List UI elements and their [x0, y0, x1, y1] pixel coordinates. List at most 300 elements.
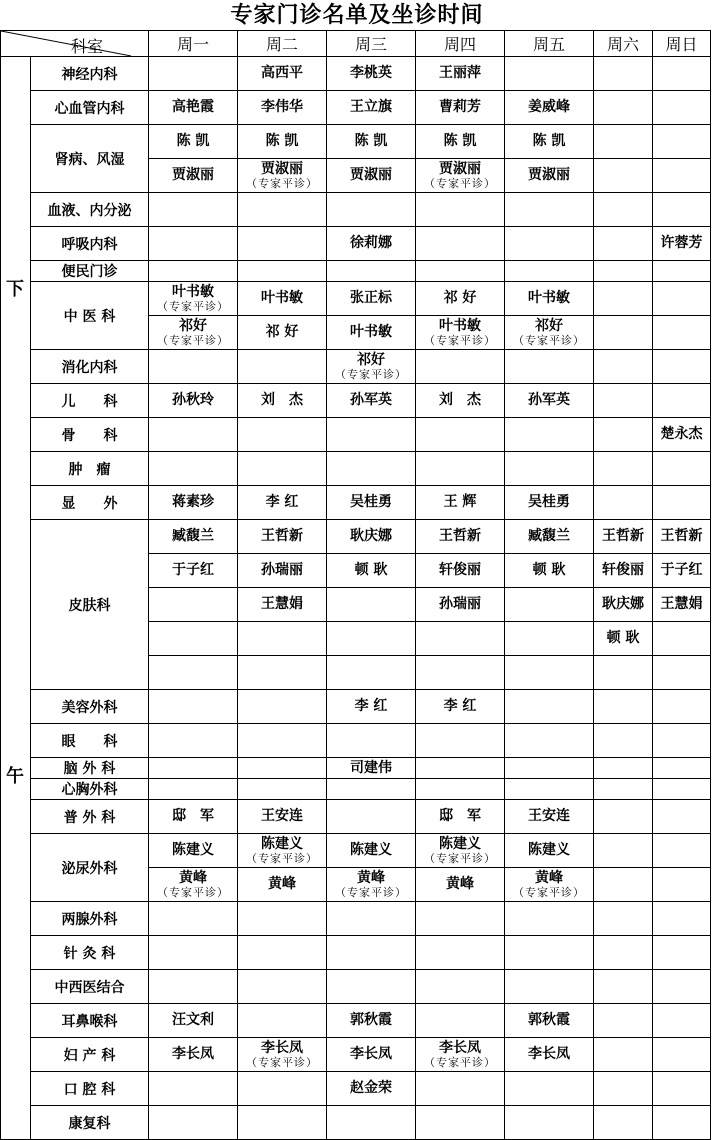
doctor-name: 顿 耿	[354, 562, 388, 578]
doctor-cell	[327, 588, 416, 622]
schedule-row	[1, 936, 711, 970]
doctor-cell	[416, 758, 505, 779]
doctor-cell	[653, 193, 711, 227]
doctor-cell	[416, 588, 505, 622]
doctor-cell	[416, 554, 505, 588]
period-char-2: 午	[6, 766, 24, 787]
doctor-cell	[594, 486, 653, 520]
doctor-cell	[653, 227, 711, 261]
schedule-row	[1, 1004, 711, 1038]
doctor-cell	[505, 800, 594, 834]
doctor-name: 陈建义	[439, 835, 481, 852]
doctor-name: 李 红	[443, 698, 477, 714]
doctor-name: 叶书敏	[528, 290, 570, 306]
doctor-name: 蒋素珍	[172, 494, 214, 510]
doctor-name: 李伟华	[261, 99, 303, 115]
dept-name: 消化内科	[31, 350, 149, 384]
doctor-cell	[149, 125, 238, 159]
doctor-cell	[149, 868, 238, 902]
doctor-cell	[416, 1038, 505, 1072]
doctor-cell	[505, 486, 594, 520]
doctor-cell	[238, 350, 327, 384]
day-header-sat: 周六	[594, 31, 653, 57]
dept-name: 中 医 科	[31, 282, 149, 350]
doctor-cell	[594, 588, 653, 622]
doctor-cell	[594, 1038, 653, 1072]
doctor-cell	[238, 486, 327, 520]
doctor-cell	[416, 91, 505, 125]
doctor-cell	[505, 554, 594, 588]
doctor-name: 孙秋玲	[172, 392, 214, 408]
doctor-cell	[238, 588, 327, 622]
doctor-cell	[505, 902, 594, 936]
doctor-name: 黄峰	[446, 876, 474, 892]
doctor-cell	[653, 520, 711, 554]
dept-name: 呼吸内科	[31, 227, 149, 261]
day-header-thu: 周四	[416, 31, 505, 57]
doctor-cell	[238, 520, 327, 554]
doctor-cell	[238, 834, 327, 868]
expert-note: （专家平诊）	[424, 851, 496, 865]
doctor-cell	[416, 936, 505, 970]
doctor-name: 吴桂勇	[350, 494, 392, 510]
doctor-cell	[505, 1072, 594, 1106]
doctor-name: 孙瑞丽	[261, 562, 303, 578]
doctor-cell	[505, 1038, 594, 1072]
doctor-cell	[653, 282, 711, 316]
schedule-row	[1, 384, 711, 418]
doctor-cell	[149, 316, 238, 350]
schedule-row	[1, 970, 711, 1004]
doctor-cell	[653, 384, 711, 418]
doctor-cell	[653, 1106, 711, 1140]
doctor-cell	[416, 159, 505, 193]
doctor-name: 邸 军	[172, 808, 214, 824]
expert-note: （专家平诊）	[157, 299, 229, 313]
doctor-cell	[416, 656, 505, 690]
doctor-cell	[238, 622, 327, 656]
schedule-row	[1, 125, 711, 159]
doctor-cell	[149, 384, 238, 418]
dept-name: 肾病、风湿	[31, 125, 149, 193]
schedule-row	[1, 834, 711, 868]
dept-name: 心血管内科	[31, 91, 149, 125]
doctor-cell	[653, 758, 711, 779]
doctor-name: 顿 耿	[532, 562, 566, 578]
doctor-cell	[238, 227, 327, 261]
doctor-name: 李长凤	[172, 1046, 214, 1062]
schedule-row	[1, 758, 711, 779]
schedule-row	[1, 1106, 711, 1140]
doctor-cell	[149, 486, 238, 520]
doctor-cell	[238, 159, 327, 193]
doctor-cell	[327, 800, 416, 834]
doctor-name: 耿庆娜	[602, 596, 644, 612]
doctor-cell	[149, 656, 238, 690]
doctor-cell	[653, 452, 711, 486]
doctor-cell	[327, 316, 416, 350]
doctor-cell	[238, 452, 327, 486]
expert-note: （专家平诊）	[424, 176, 496, 190]
dept-name: 骨 科	[31, 418, 149, 452]
doctor-cell	[238, 1072, 327, 1106]
doctor-name: 叶书敏	[172, 283, 214, 300]
doctor-cell	[327, 57, 416, 91]
doctor-cell	[416, 690, 505, 724]
expert-note: （专家平诊）	[424, 333, 496, 347]
schedule-row	[1, 57, 711, 91]
dept-name: 康复科	[31, 1106, 149, 1140]
doctor-cell	[594, 970, 653, 1004]
doctor-name: 楚永杰	[660, 426, 703, 442]
schedule-row	[1, 452, 711, 486]
doctor-name: 王哲新	[660, 528, 703, 544]
doctor-name: 王 辉	[443, 494, 477, 510]
doctor-cell	[594, 125, 653, 159]
doctor-cell	[653, 868, 711, 902]
doctor-name: 张正标	[350, 290, 392, 306]
dept-name: 儿 科	[31, 384, 149, 418]
doctor-cell	[149, 902, 238, 936]
doctor-cell	[149, 1072, 238, 1106]
doctor-name: 陈 凯	[354, 133, 388, 149]
doctor-cell	[505, 159, 594, 193]
doctor-name: 王立旗	[350, 99, 392, 115]
doctor-cell	[238, 1038, 327, 1072]
doctor-cell	[238, 316, 327, 350]
doctor-name: 臧馥兰	[172, 528, 214, 544]
dept-name: 神经内科	[31, 57, 149, 91]
dept-name: 心胸外科	[31, 779, 149, 800]
doctor-cell	[594, 193, 653, 227]
doctor-cell	[149, 261, 238, 282]
doctor-cell	[327, 520, 416, 554]
doctor-cell	[594, 57, 653, 91]
doctor-cell	[238, 282, 327, 316]
doctor-name: 王安连	[528, 808, 570, 824]
schedule-row	[1, 520, 711, 554]
doctor-cell	[653, 779, 711, 800]
doctor-cell	[238, 868, 327, 902]
doctor-name: 贾淑丽	[172, 167, 214, 183]
day-header-mon: 周一	[149, 31, 238, 57]
doctor-cell	[505, 868, 594, 902]
doctor-cell	[594, 350, 653, 384]
schedule-row	[1, 418, 711, 452]
doctor-name: 王哲新	[602, 528, 644, 544]
dept-name: 血液、内分泌	[31, 193, 149, 227]
dept-name: 普 外 科	[31, 800, 149, 834]
doctor-cell	[149, 57, 238, 91]
doctor-cell	[149, 227, 238, 261]
doctor-cell	[238, 91, 327, 125]
doctor-cell	[238, 656, 327, 690]
doctor-cell	[653, 656, 711, 690]
dept-name: 泌尿外科	[31, 834, 149, 902]
doctor-cell	[505, 588, 594, 622]
doctor-cell	[653, 724, 711, 758]
doctor-cell	[505, 1004, 594, 1038]
doctor-cell	[416, 452, 505, 486]
doctor-cell	[149, 1038, 238, 1072]
doctor-cell	[238, 261, 327, 282]
doctor-cell	[416, 316, 505, 350]
doctor-cell	[149, 159, 238, 193]
doctor-cell	[653, 91, 711, 125]
schedule-table	[0, 30, 711, 1140]
doctor-name: 李 红	[265, 494, 299, 510]
schedule-row	[1, 779, 711, 800]
doctor-name: 王慧娟	[660, 596, 703, 612]
doctor-cell	[653, 1038, 711, 1072]
doctor-name: 黄峰	[268, 876, 296, 892]
doctor-cell	[505, 690, 594, 724]
doctor-cell	[594, 902, 653, 936]
doctor-cell	[238, 758, 327, 779]
expert-note: （专家平诊）	[424, 1055, 496, 1069]
doctor-name: 陈建义	[528, 842, 570, 858]
doctor-cell	[238, 125, 327, 159]
doctor-name: 陈建义	[350, 842, 392, 858]
doctor-cell	[505, 936, 594, 970]
doctor-cell	[327, 1004, 416, 1038]
doctor-cell	[653, 1072, 711, 1106]
doctor-cell	[238, 690, 327, 724]
doctor-name: 叶书敏	[261, 290, 303, 306]
schedule-row	[1, 282, 711, 316]
expert-note: （专家平诊）	[246, 1055, 318, 1069]
doctor-name: 李长凤	[439, 1039, 481, 1056]
doctor-cell	[653, 57, 711, 91]
doctor-cell	[327, 418, 416, 452]
dept-name: 针 灸 科	[31, 936, 149, 970]
doctor-cell	[149, 350, 238, 384]
doctor-cell	[594, 91, 653, 125]
doctor-cell	[149, 193, 238, 227]
day-header-wed: 周三	[327, 31, 416, 57]
schedule-row	[1, 91, 711, 125]
doctor-cell	[416, 622, 505, 656]
doctor-cell	[505, 261, 594, 282]
doctor-cell	[594, 868, 653, 902]
doctor-name: 郭秋霞	[350, 1012, 392, 1028]
dept-name: 肿 瘤	[31, 452, 149, 486]
doctor-cell	[416, 868, 505, 902]
doctor-name: 孙瑞丽	[439, 596, 481, 612]
doctor-name: 孙军英	[528, 392, 570, 408]
doctor-cell	[505, 622, 594, 656]
corner-cell	[1, 31, 149, 57]
doctor-cell	[416, 384, 505, 418]
doctor-name: 吴桂勇	[528, 494, 570, 510]
doctor-name: 郭秋霞	[528, 1012, 570, 1028]
doctor-cell	[238, 193, 327, 227]
doctor-name: 王哲新	[261, 528, 303, 544]
dept-name: 便民门诊	[31, 261, 149, 282]
doctor-cell	[416, 1072, 505, 1106]
doctor-cell	[327, 452, 416, 486]
doctor-name: 顿 耿	[606, 630, 640, 646]
doctor-cell	[149, 588, 238, 622]
doctor-cell	[653, 350, 711, 384]
doctor-cell	[653, 486, 711, 520]
doctor-cell	[327, 384, 416, 418]
doctor-cell	[594, 227, 653, 261]
doctor-name: 李长凤	[350, 1046, 392, 1062]
doctor-cell	[238, 1106, 327, 1140]
doctor-cell	[416, 520, 505, 554]
doctor-cell	[238, 724, 327, 758]
dept-name: 耳鼻喉科	[31, 1004, 149, 1038]
day-header-fri: 周五	[505, 31, 594, 57]
dept-name: 显 外	[31, 486, 149, 520]
doctor-cell	[149, 1106, 238, 1140]
doctor-cell	[505, 418, 594, 452]
doctor-cell	[416, 486, 505, 520]
doctor-cell	[594, 834, 653, 868]
doctor-cell	[653, 588, 711, 622]
doctor-cell	[416, 125, 505, 159]
doctor-name: 贾淑丽	[439, 160, 481, 177]
doctor-cell	[149, 970, 238, 1004]
doctor-cell	[149, 520, 238, 554]
doctor-name: 徐莉娜	[350, 235, 392, 251]
doctor-cell	[149, 834, 238, 868]
doctor-cell	[594, 779, 653, 800]
dept-header: 科室	[71, 37, 104, 56]
doctor-cell	[653, 902, 711, 936]
doctor-name: 高艳霞	[172, 99, 214, 115]
doctor-cell	[505, 452, 594, 486]
doctor-name: 叶书敏	[350, 324, 392, 340]
doctor-name: 祁好	[535, 317, 563, 334]
doctor-cell	[416, 779, 505, 800]
doctor-name: 王安连	[261, 808, 303, 824]
doctor-name: 陈 凯	[443, 133, 477, 149]
doctor-name: 贾淑丽	[261, 160, 303, 177]
doctor-name: 刘 杰	[261, 392, 303, 408]
schedule-body	[1, 31, 711, 1140]
doctor-cell	[505, 384, 594, 418]
doctor-cell	[653, 316, 711, 350]
doctor-cell	[149, 758, 238, 779]
doctor-cell	[416, 1106, 505, 1140]
schedule-row	[1, 1038, 711, 1072]
doctor-cell	[505, 125, 594, 159]
doctor-cell	[505, 227, 594, 261]
doctor-cell	[505, 282, 594, 316]
expert-note: （专家平诊）	[335, 885, 407, 899]
doctor-cell	[327, 159, 416, 193]
doctor-name: 轩俊丽	[602, 562, 644, 578]
doctor-cell	[505, 350, 594, 384]
doctor-name: 刘 杰	[439, 392, 481, 408]
doctor-name: 孙军英	[350, 392, 392, 408]
doctor-cell	[594, 418, 653, 452]
doctor-cell	[505, 520, 594, 554]
doctor-name: 黄峰	[179, 869, 207, 886]
doctor-cell	[653, 690, 711, 724]
doctor-cell	[653, 159, 711, 193]
expert-note: （专家平诊）	[246, 851, 318, 865]
doctor-name: 黄峰	[357, 869, 385, 886]
day-header-tue: 周二	[238, 31, 327, 57]
day-header-sun: 周日	[653, 31, 711, 57]
schedule-row	[1, 227, 711, 261]
doctor-name: 王哲新	[439, 528, 481, 544]
dept-name: 中西医结合	[31, 970, 149, 1004]
dept-name: 妇 产 科	[31, 1038, 149, 1072]
doctor-name: 李 红	[354, 698, 388, 714]
doctor-cell	[327, 1106, 416, 1140]
doctor-cell	[327, 282, 416, 316]
doctor-cell	[327, 902, 416, 936]
doctor-cell	[327, 1072, 416, 1106]
doctor-cell	[149, 800, 238, 834]
doctor-cell	[594, 520, 653, 554]
doctor-cell	[505, 1106, 594, 1140]
doctor-cell	[327, 350, 416, 384]
doctor-cell	[238, 418, 327, 452]
doctor-cell	[327, 868, 416, 902]
doctor-name: 叶书敏	[439, 317, 481, 334]
doctor-cell	[505, 724, 594, 758]
doctor-cell	[149, 554, 238, 588]
doctor-cell	[149, 1004, 238, 1038]
doctor-name: 高西平	[261, 65, 303, 81]
page-title: 专家门诊名单及坐诊时间	[230, 3, 484, 28]
doctor-cell	[505, 316, 594, 350]
doctor-name: 贾淑丽	[350, 167, 392, 183]
doctor-name: 李长凤	[528, 1046, 570, 1062]
doctor-cell	[594, 282, 653, 316]
doctor-cell	[149, 622, 238, 656]
expert-note: （专家平诊）	[513, 885, 585, 899]
doctor-cell	[594, 1106, 653, 1140]
doctor-cell	[505, 656, 594, 690]
doctor-cell	[653, 936, 711, 970]
doctor-cell	[327, 779, 416, 800]
doctor-cell	[149, 452, 238, 486]
schedule-row	[1, 193, 711, 227]
doctor-name: 臧馥兰	[528, 528, 570, 544]
schedule-row	[1, 724, 711, 758]
doctor-cell	[238, 57, 327, 91]
doctor-cell	[416, 800, 505, 834]
schedule-row	[1, 800, 711, 834]
doctor-cell	[594, 656, 653, 690]
expert-note: （专家平诊）	[157, 885, 229, 899]
doctor-name: 陈 凯	[176, 133, 210, 149]
doctor-name: 曹莉芳	[439, 99, 481, 115]
doctor-cell	[416, 970, 505, 1004]
dept-name: 口 腔 科	[31, 1072, 149, 1106]
expert-note: （专家平诊）	[335, 367, 407, 381]
doctor-cell	[505, 758, 594, 779]
doctor-cell	[327, 622, 416, 656]
doctor-cell	[594, 690, 653, 724]
doctor-name: 李长凤	[261, 1039, 303, 1056]
doctor-cell	[653, 554, 711, 588]
doctor-name: 邸 军	[439, 808, 481, 824]
doctor-cell	[149, 724, 238, 758]
doctor-cell	[416, 724, 505, 758]
doctor-cell	[505, 91, 594, 125]
schedule-row	[1, 1072, 711, 1106]
doctor-cell	[653, 418, 711, 452]
doctor-cell	[594, 1072, 653, 1106]
schedule-row	[1, 350, 711, 384]
